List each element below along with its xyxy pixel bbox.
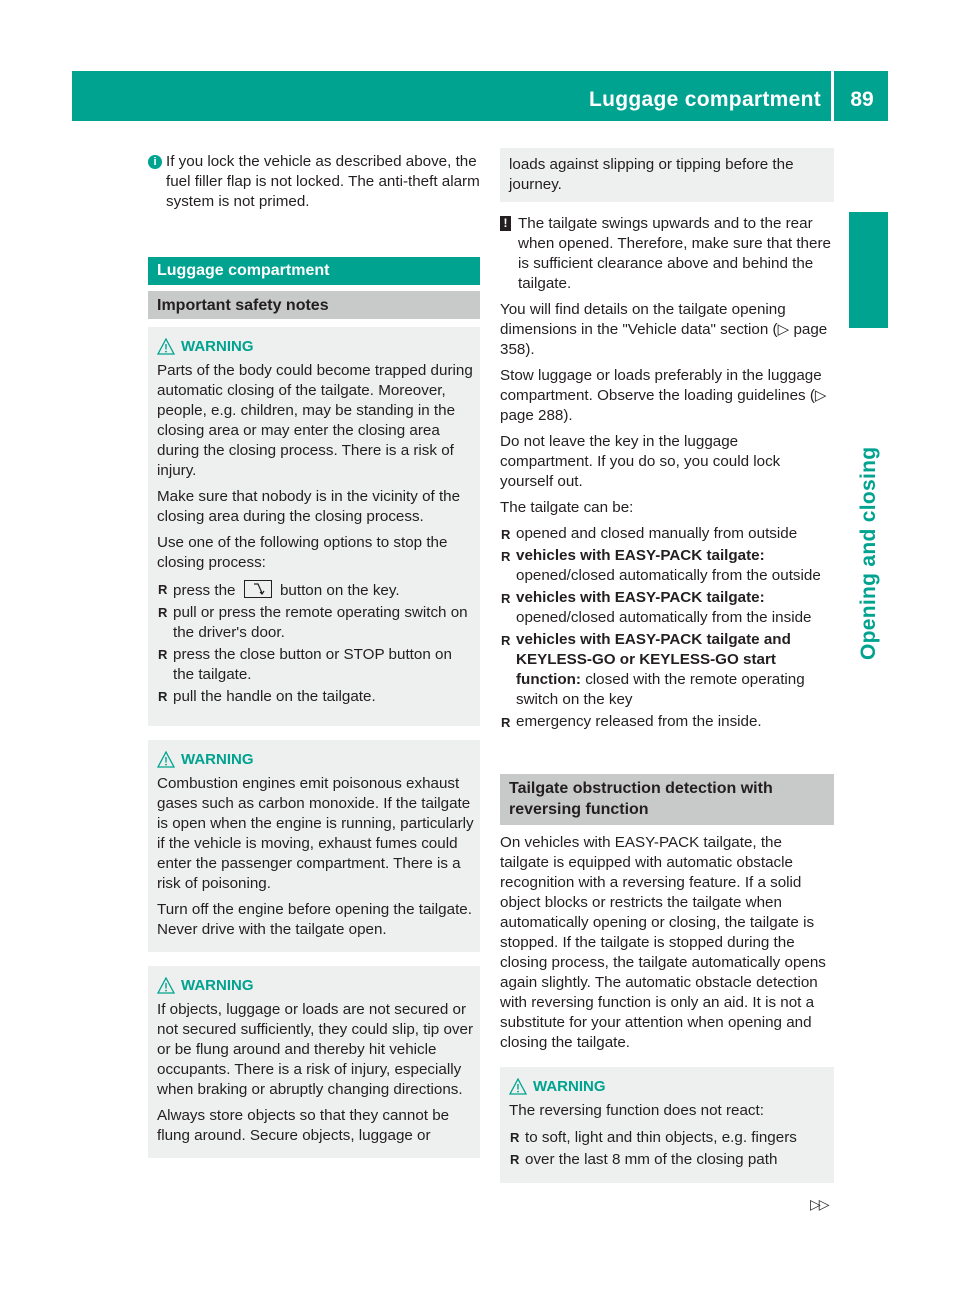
warning-triangle-icon <box>157 751 175 768</box>
warning-text: Use one of the following options to stop the closing process: <box>157 534 448 571</box>
list-item <box>509 1127 828 1149</box>
list-item <box>509 1149 828 1171</box>
list-item-text: press the close button or STOP button on the tailgate. <box>173 646 452 683</box>
bullet-marker: R <box>510 1130 520 1145</box>
warning-label: WARNING <box>181 338 254 355</box>
body-text: Do not leave the key in the luggage compartment. If you do so, you could lock yourself out. <box>500 433 781 490</box>
bullet-list <box>157 579 474 708</box>
warning-heading <box>157 337 474 357</box>
bullet-marker: R <box>158 605 168 620</box>
bullet-marker: R <box>158 689 168 704</box>
list-item-text: button on the key. <box>279 582 400 599</box>
info-text: If you lock the vehicle as described above, the fuel filler flap is not locked. The anti-theft alarm system is not primed. <box>166 153 480 210</box>
warning-box <box>148 966 480 1158</box>
bullet-marker: R <box>158 647 168 662</box>
warning-text: Turn off the engine before opening the tailgate. Never drive with the tailgate open. <box>157 901 472 938</box>
list-item <box>500 630 834 710</box>
subsection-title: Important safety notes <box>148 291 480 319</box>
bullet-marker: R <box>510 1152 520 1167</box>
warning-text: If objects, luggage or loads are not secured or not secured sufficiently, they could slip, tip over or be flung around and thereby hit vehicle occupants. There is a risk of injury, especially when braking or abruptly changing directions. <box>157 1001 474 1098</box>
list-item-text: pull the handle on the tailgate. <box>173 688 376 705</box>
list-item-text: pull or press the remote operating switch on the driver's door. <box>173 604 468 641</box>
side-tab-marker <box>849 212 888 328</box>
bullet-marker: R <box>501 591 511 606</box>
right-column <box>500 148 834 1183</box>
list-item-text: closed with the remote operating switch on the key <box>516 671 805 708</box>
warning-text: The reversing function does not react: <box>509 1102 764 1119</box>
warning-text: loads against slipping or tipping before the journey. <box>509 156 794 193</box>
list-item-text: over the last 8 mm of the closing path <box>525 1151 778 1168</box>
warning-heading <box>157 976 474 996</box>
body-text: You will find details on the tailgate opening dimensions in the "Vehicle data" section (▷ page 358). <box>500 301 828 358</box>
info-note <box>148 152 480 212</box>
list-item-bold: vehicles with EASY-PACK tailgate: <box>516 589 765 606</box>
side-chapter-label: Opening and closing <box>857 446 880 660</box>
list-item <box>157 644 474 686</box>
list-item-text: to soft, light and thin objects, e.g. fingers <box>525 1129 797 1146</box>
warning-label: WARNING <box>533 1078 606 1095</box>
warning-box <box>148 327 480 726</box>
list-item <box>500 712 834 732</box>
warning-text: Always store objects so that they cannot be flung around. Secure objects, luggage or <box>157 1107 450 1144</box>
body-text: The tailgate can be: <box>500 499 634 516</box>
bullet-marker: R <box>501 549 511 564</box>
warning-box-continued <box>500 148 834 202</box>
list-item <box>157 602 474 644</box>
exclamation-icon: ! <box>500 216 511 231</box>
list-item-text: opened and closed manually from outside <box>516 525 798 542</box>
caution-note <box>500 214 834 294</box>
left-column <box>148 152 480 1158</box>
warning-text: Combustion engines emit poisonous exhaust gases such as carbon monoxide. If the tailgate is open when the engine is running, particularly if the vehicle is moving, exhaust fumes could enter the passenger compartment. There is a risk of poisoning. <box>157 775 474 892</box>
list-item-bold: vehicles with EASY-PACK tailgate and KEYLESS-GO or KEYLESS-GO start function: <box>516 631 791 688</box>
warning-text: Make sure that nobody is in the vicinity of the closing area during the closing process. <box>157 488 461 525</box>
bullet-marker: R <box>158 582 168 597</box>
info-icon: i <box>148 155 162 169</box>
header-separator <box>831 71 834 121</box>
bullet-marker: R <box>501 527 511 542</box>
warning-heading <box>509 1077 828 1097</box>
tailgate-key-icon <box>244 580 272 598</box>
continued-marker: ▷▷ <box>810 1196 828 1212</box>
list-item <box>157 579 474 602</box>
bullet-marker: R <box>501 633 511 648</box>
list-item-text: opened/closed automatically from the inside <box>516 609 812 626</box>
list-item-bold: vehicles with EASY-PACK tailgate: <box>516 547 765 564</box>
list-item-text: press the <box>173 582 236 599</box>
bullet-list <box>500 524 834 732</box>
warning-heading <box>157 750 474 770</box>
page-number: 89 <box>850 88 874 111</box>
warning-box <box>500 1067 834 1183</box>
warning-triangle-icon <box>157 977 175 994</box>
warning-triangle-icon <box>157 338 175 355</box>
warning-label: WARNING <box>181 751 254 768</box>
list-item <box>500 524 834 544</box>
body-text: Stow luggage or loads preferably in the luggage compartment. Observe the loading guidelines (▷ page 288). <box>500 367 827 424</box>
warning-box <box>148 740 480 952</box>
warning-triangle-icon <box>509 1078 527 1095</box>
list-item <box>157 686 474 708</box>
note-text: The tailgate swings upwards and to the rear when opened. Therefore, make sure that there is sufficient clearance above and behind the tailgate. <box>518 215 831 292</box>
bullet-list <box>509 1127 828 1171</box>
body-text: On vehicles with EASY-PACK tailgate, the tailgate is equipped with automatic obstacle recognition with a reversing feature. If a solid object blocks or restricts the tailgate when automatically opening or closing, the tailgate is stopped. If the tailgate is stopped during the closing process, the tailgate automatically opens again slightly. The automatic obstacle detection with reversing function is only an aid. It is not a substitute for your attention when opening and closing the tailgate. <box>500 834 826 1051</box>
header-title: Luggage compartment <box>589 88 822 111</box>
subsection-title: Tailgate obstruction detection with reversing function <box>500 774 834 825</box>
section-title: Luggage compartment <box>148 257 480 285</box>
list-item <box>500 546 834 586</box>
warning-label: WARNING <box>181 977 254 994</box>
list-item-text: opened/closed automatically from the outside <box>516 567 821 584</box>
list-item-text: emergency released from the inside. <box>516 713 762 730</box>
warning-text: Parts of the body could become trapped during automatic closing of the tailgate. Moreover, people, e.g. children, may be standing in the closing area or may enter the closing area during the closing process. There is a risk of injury. <box>157 362 473 479</box>
bullet-marker: R <box>501 715 511 730</box>
list-item <box>500 588 834 628</box>
